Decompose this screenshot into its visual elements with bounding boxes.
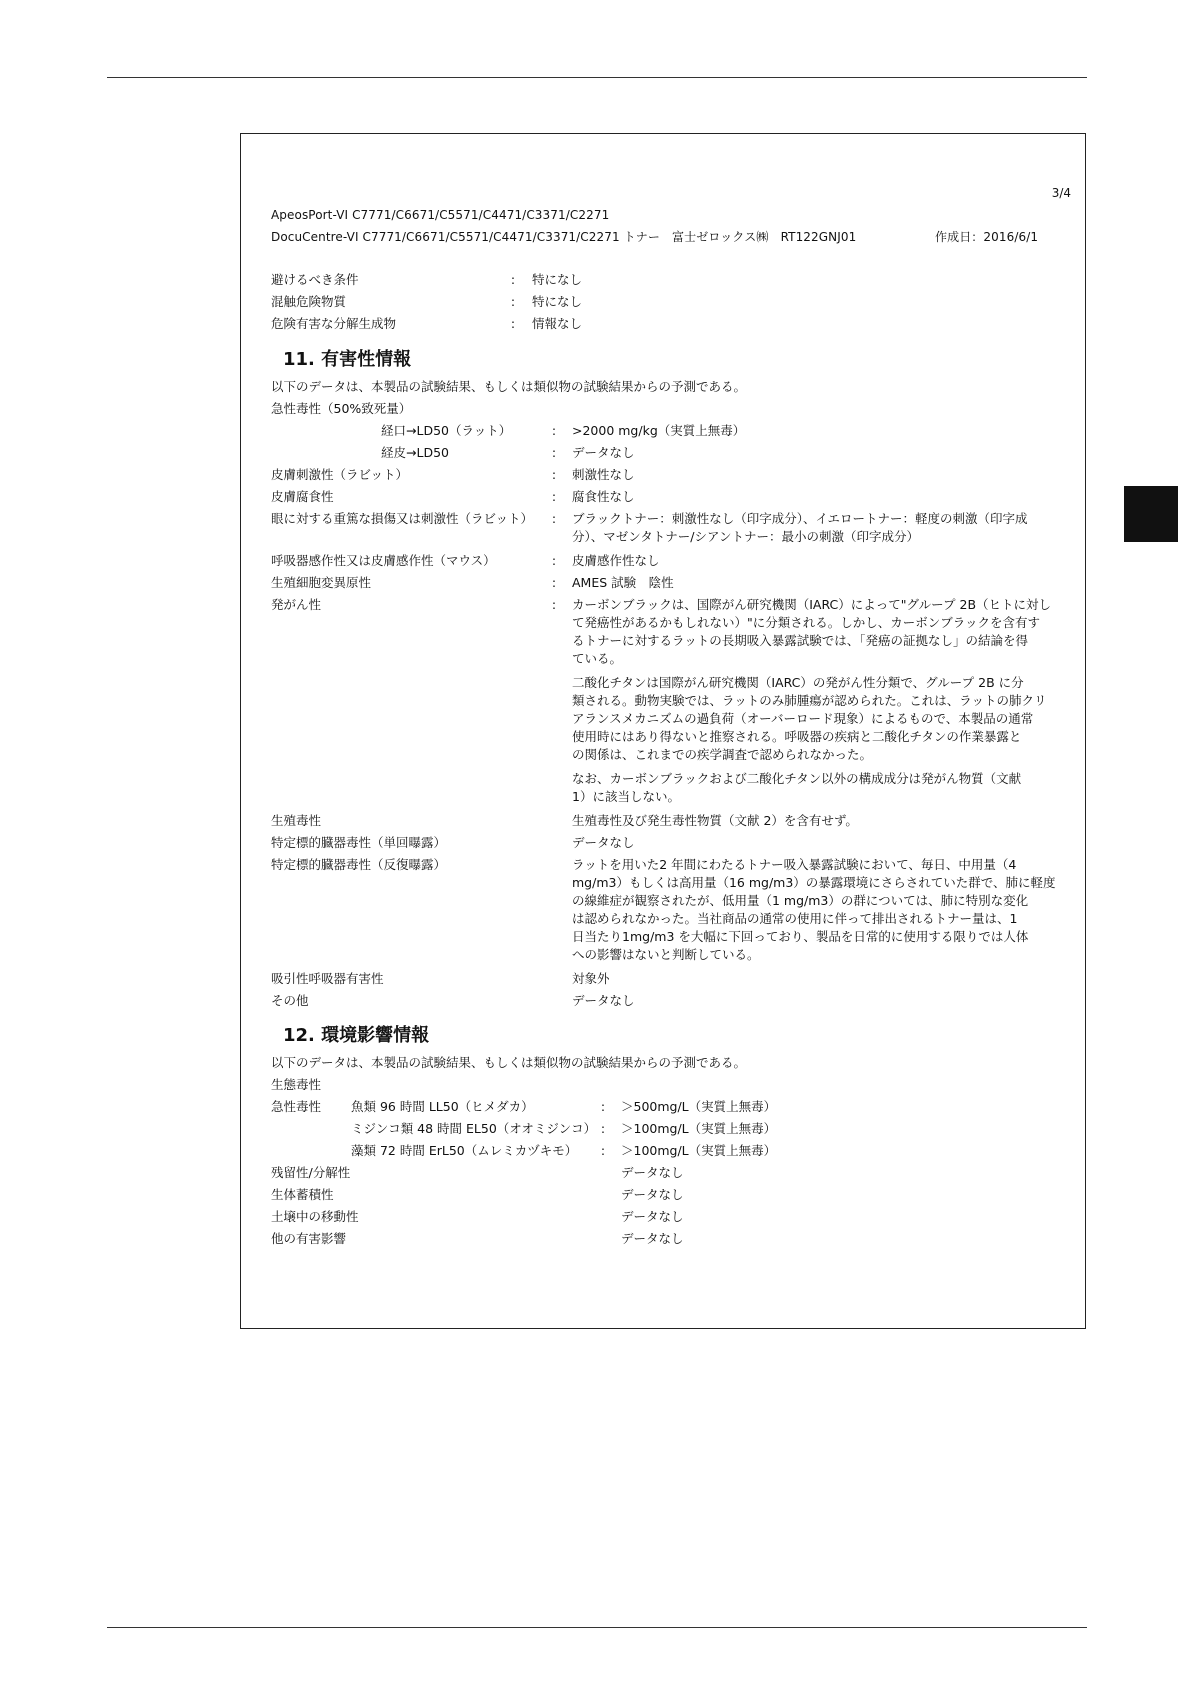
carcinogenicity-text: ている。: [572, 651, 623, 666]
stability-label: 危険有害な分解生成物: [271, 316, 397, 331]
carcinogenicity-text: て発癌性があるかもしれない）"に分類される。しかし、カーボンブラックを含有す: [572, 615, 1041, 630]
skin-corrosion-label: 皮膚腐食性: [271, 489, 334, 504]
sensitization-label: 呼吸器感作性又は皮膚感作性（マウス）: [271, 553, 496, 568]
skin-irritation-label: 皮膚刺激性（ラビット）: [271, 467, 409, 482]
carcinogenicity-text: 二酸化チタンは国際がん研究機関（IARC）の発がん性分類で、グループ 2B に分: [572, 675, 1024, 690]
ecotoxicity-label: 生態毒性: [271, 1077, 322, 1092]
eye-damage-label: 眼に対する重篤な損傷又は刺激性（ラビット）: [271, 511, 534, 526]
section-11-title: 11. 有害性情報: [283, 349, 412, 370]
carcinogenicity-text: るトナーに対するラットの長期吸入暴露試験では、「発癌の証拠なし」の結論を得: [572, 633, 1029, 648]
stot-single-value: データなし: [572, 835, 635, 850]
stot-single-label: 特定標的臓器毒性（単回曝露）: [271, 835, 447, 850]
colon: :: [551, 553, 557, 568]
reproductive-toxicity-label: 生殖毒性: [271, 813, 322, 828]
bioaccumulation-value: データなし: [621, 1187, 684, 1202]
stot-repeated-text: mg/m3）もしくは高用量（16 mg/m3）の暴露環境にさらされていた群で、肺に軽度: [572, 875, 1056, 890]
colon: :: [551, 467, 557, 482]
stot-repeated-label: 特定標的臓器毒性（反復曝露）: [271, 857, 447, 872]
carcinogenicity-text: の関係は、これまでの疾学調査で認められなかった。: [572, 747, 873, 762]
colon: :: [600, 1099, 606, 1114]
algae-erl50-label: 藻類 72 時間 ErL50（ムレミカヅキモ）: [351, 1143, 578, 1158]
stability-value: 情報なし: [532, 316, 583, 331]
aspiration-label: 吸引性呼吸器有害性: [271, 971, 384, 986]
persistence-label: 残留性/分解性: [271, 1165, 351, 1180]
other-effects-label: その他: [271, 993, 309, 1008]
colon: :: [551, 423, 557, 438]
page-number: 3/4: [1051, 186, 1071, 200]
other-effects-value: データなし: [572, 993, 635, 1008]
acute-toxicity-label: 急性毒性（50%致死量）: [271, 401, 412, 416]
section-12-intro: 以下のデータは、本製品の試験結果、もしくは類似物の試験結果からの予測である。: [271, 1055, 747, 1070]
stot-repeated-text: の線維症が観察されたが、低用量（1 mg/m3）の群については、肺に特別な変化: [572, 893, 1029, 908]
colon: :: [551, 575, 557, 590]
aquatic-acute-label: 急性毒性: [271, 1099, 322, 1114]
carcinogenicity-text: 類される。動物実験では、ラットのみ肺腫瘍が認められた。これは、ラットの肺クリ: [572, 693, 1047, 708]
section-index-tab: [1124, 486, 1178, 542]
persistence-value: データなし: [621, 1165, 684, 1180]
section-11-intro: 以下のデータは、本製品の試験結果、もしくは類似物の試験結果からの予測である。: [271, 379, 747, 394]
stot-repeated-text: への影響はないと判断している。: [572, 947, 760, 962]
oral-ld50-value: >2000 mg/kg（実質上無毒）: [572, 423, 746, 438]
stability-label: 混触危険物質: [271, 294, 347, 309]
fish-ll50-value: ＞500mg/L（実質上無毒）: [621, 1099, 777, 1114]
colon: :: [551, 597, 557, 612]
sensitization-value: 皮膚感作性なし: [572, 553, 660, 568]
stot-repeated-text: 日当たり1mg/m3 を大幅に下回っており、製品を日常的に使用する限りでは人体: [572, 929, 1029, 944]
dermal-ld50-value: データなし: [572, 445, 635, 460]
skin-irritation-value: 刺激性なし: [572, 467, 635, 482]
daphnia-el50-label: ミジンコ類 48 時間 EL50（オオミジンコ）: [351, 1121, 597, 1136]
eye-damage-value: 分）、マゼンタトナー/シアントナー：最小の刺激（印字成分）: [572, 529, 919, 544]
aspiration-value: 対象外: [572, 971, 610, 986]
eye-damage-value: ブラックトナー：刺激性なし（印字成分）、イエロートナー：軽度の刺激（印字成: [572, 511, 1028, 526]
product-header-line1: ApeosPort-VI C7771/C6671/C5571/C4471/C3371/C2271: [271, 208, 610, 222]
top-rule: [107, 77, 1087, 78]
created-date: 作成日：2016/6/1: [935, 230, 1039, 244]
soil-mobility-label: 土壌中の移動性: [271, 1209, 359, 1224]
stability-label: 避けるべき条件: [271, 272, 359, 287]
product-header-line2: DocuCentre-VI C7771/C6671/C5571/C4471/C3371/C2271 トナー 富士ゼロックス㈱ RT122GNJ01: [271, 230, 857, 244]
colon: :: [551, 445, 557, 460]
mutagenicity-value: AMES 試験 陰性: [572, 575, 674, 590]
algae-erl50-value: ＞100mg/L（実質上無毒）: [621, 1143, 777, 1158]
colon: :: [600, 1143, 606, 1158]
stot-repeated-text: ラットを用いた2 年間にわたるトナー吸入暴露試験において、毎日、中用量（4: [572, 857, 1017, 872]
carcinogenicity-text: 1）に該当しない。: [572, 789, 680, 804]
oral-ld50-label: 経口→LD50（ラット）: [381, 423, 512, 438]
daphnia-el50-value: ＞100mg/L（実質上無毒）: [621, 1121, 777, 1136]
bottom-rule: [107, 1627, 1087, 1628]
bioaccumulation-label: 生体蓄積性: [271, 1187, 334, 1202]
carcinogenicity-text: カーボンブラックは、国際がん研究機関（IARC）によって"グループ 2B（ヒトに対し: [572, 597, 1052, 612]
mutagenicity-label: 生殖細胞変異原性: [271, 575, 372, 590]
colon: :: [551, 489, 557, 504]
colon: :: [510, 272, 516, 287]
fish-ll50-label: 魚類 96 時間 LL50（ヒメダカ）: [351, 1099, 534, 1114]
carcinogenicity-text: アランスメカニズムの過負荷（オーバーロード現象）によるもので、本製品の通常: [572, 711, 1034, 726]
sds-page-frame: [240, 133, 1086, 1329]
stability-value: 特になし: [532, 294, 583, 309]
skin-corrosion-value: 腐食性なし: [572, 489, 635, 504]
other-adverse-label: 他の有害影響: [271, 1231, 347, 1246]
stability-value: 特になし: [532, 272, 583, 287]
reproductive-toxicity-value: 生殖毒性及び発生毒性物質（文献 2）を含有せず。: [572, 813, 858, 828]
colon: :: [510, 294, 516, 309]
colon: :: [510, 316, 516, 331]
carcinogenicity-text: 使用時にはあり得ないと推察される。呼吸器の疾病と二酸化チタンの作業暴露と: [572, 729, 1022, 744]
stot-repeated-text: は認められなかった。当社商品の通常の使用に伴って排出されるトナー量は、1: [572, 911, 1018, 926]
dermal-ld50-label: 経皮→LD50: [381, 445, 449, 460]
carcinogenicity-label: 発がん性: [271, 597, 322, 612]
colon: :: [551, 511, 557, 526]
section-12-title: 12. 環境影響情報: [283, 1025, 430, 1046]
soil-mobility-value: データなし: [621, 1209, 684, 1224]
other-adverse-value: データなし: [621, 1231, 684, 1246]
colon: :: [600, 1121, 606, 1136]
carcinogenicity-text: なお、カーボンブラックおよび二酸化チタン以外の構成成分は発がん物質（文献: [572, 771, 1022, 786]
